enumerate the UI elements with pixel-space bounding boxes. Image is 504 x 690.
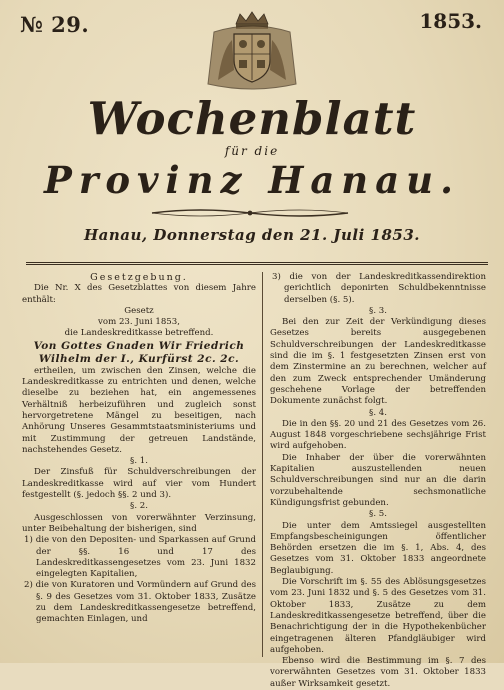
paragraph: Gesetzgebung. [90, 272, 188, 283]
paragraph: 1) die von den Depositen- und Sparkassen auf Grund der §§. 16 und 17 des Landeskreditkassengesetzes vom 23. Juni 1832 eingelegten Kapitalien, [24, 535, 256, 580]
paragraph: Die Nr. X des Gesetzblattes von diesem Jahre enthält: [22, 283, 256, 305]
paragraph: Bei den zur Zeit der Verkündigung dieses Gesetzes bereits ausgegebenen Schuldverschreibungen der Landeskreditkasse sind die im §. 1 festgesetzten Zinsen erst von dem Zinstermine an zu berechnen, welcher auf den zum Zweck entsprechender Umänderung geschehene Vorlage der betreffenden Dokumente zunächst folgt. [270, 317, 486, 407]
paragraph: 3) die von der Landeskreditkassendirektion gerichtlich deponirten Schuldbekenntnisse derselben (§. 5). [272, 272, 486, 305]
header-rule [26, 262, 488, 265]
issue-year: 1853. [419, 9, 482, 33]
right-column [270, 272, 486, 689]
ornament-divider-icon [150, 207, 350, 219]
masthead-subtitle: für die [224, 144, 280, 158]
paragraph: 2) die von Kuratoren und Vormündern auf Grund des §. 9 des Gesetzes vom 31. Oktober 1833, Zusätze zu dem Landeskreditkassengesetze betreffend, gemachten Einlagen, und [24, 580, 256, 625]
paragraph: Ausgeschlossen von vorerwähnter Verzinsung, unter Beibehaltung der bisherigen, sind [22, 512, 256, 534]
coat-of-arms-icon [200, 10, 304, 92]
paragraph: §. 5. [369, 509, 387, 520]
dateline: Hanau, Donnerstag den 21. Juli 1853. [83, 226, 420, 244]
paragraph: Die Vorschrift im §. 55 des Ablösungsgesetzes vom 23. Juni 1832 und §. 5 des Gesetzes vom 31. Oktober 1833, Zusätze zu dem Landeskreditkassengesetze betreffend, über die Benachrichtigung der in die Hypothekenbücher eingetragenen älteren Pfandgläubiger wird aufgehoben. [270, 577, 486, 655]
paragraph: die Landeskreditkasse betreffend. [64, 328, 214, 339]
paragraph: Die Inhaber der über die vorerwähnten Kapitalien auszustellenden neuen Schuldverschreibungen sind nur an die darin vorzubehaltende sechsmonatliche Kündigungsfrist gebunden. [270, 452, 486, 508]
column-divider [262, 272, 263, 657]
paragraph: Die unter dem Amtssiegel ausgestellten Empfangsbescheinigungen öffentlicher Behörden ersetzen die im §. 1, Abs. 4, des Gesetzes vom 31. Oktober 1833 angeordnete Beglaubigung. [270, 520, 486, 576]
paragraph: §. 2. [130, 501, 148, 512]
paragraph: Gesetz [124, 305, 154, 316]
paragraph: §. 4. [369, 407, 387, 418]
left-column [22, 272, 256, 658]
paragraph: vom 23. Juni 1853, [98, 317, 180, 328]
paragraph: §. 1. [130, 456, 148, 467]
issue-number: № 29. [20, 12, 90, 37]
paragraph: Ebenso wird die Bestimmung im §. 7 des vorerwähnten Gesetzes vom 31. Oktober 1833 außer Wirksamkeit gesetzt. [270, 656, 486, 689]
paragraph: Der Zinsfuß für Schuldverschreibungen der Landeskreditkasse wird auf vier vom Hundert festgestellt (§. jedoch §§. 2 und 3). [22, 467, 256, 501]
paragraph: §. 3. [369, 305, 387, 316]
paragraph: Von Gottes Gnaden Wir Friedrich Wilhelm der I., Kurfürst 2c. 2c. [33, 339, 245, 365]
paragraph: ertheilen, um zwischen den Zinsen, welche die Landeskreditkasse zu entrichten und denen, welche dieselbe zu beziehen hat, ein angemessenes Verhältniß herbeizuführen und zugleich sonst hervorgetretene Mängel zu beseitigen, nach Anhörung Unseres Gesammtstaatsministeriums und mit Zustimmung der getreuen Landstände, nachstehendes Gesetz. [22, 365, 256, 455]
masthead-title: Wochenblatt [87, 92, 417, 145]
masthead-province: Provinz Hanau. [44, 158, 460, 202]
paragraph: Die in den §§. 20 und 21 des Gesetzes vom 26. August 1848 vorgeschriebene sechsjährige Frist wird aufgehoben. [270, 418, 486, 452]
